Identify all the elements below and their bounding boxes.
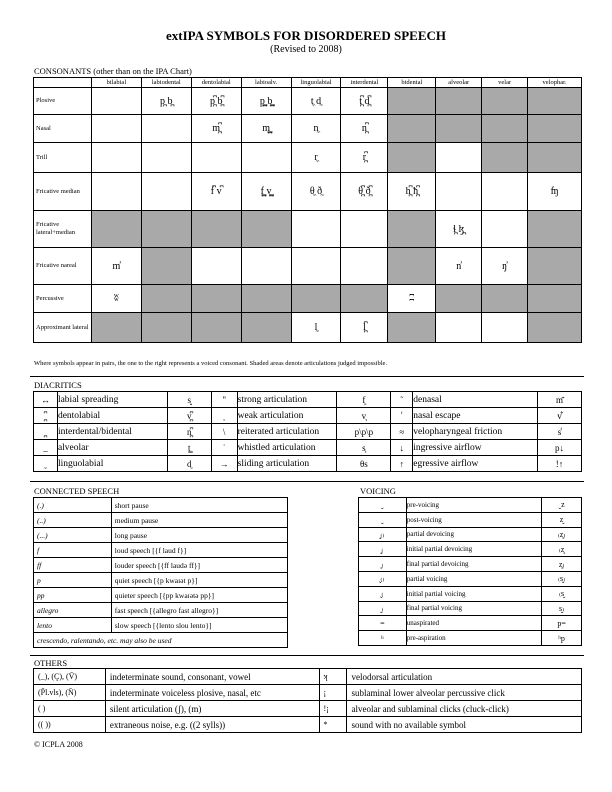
symbol-cell: [291, 285, 341, 313]
column-header: alveolar: [436, 78, 482, 88]
diacritic-mark: ↑: [391, 456, 413, 472]
cs-symbol: pp: [34, 588, 112, 603]
column-header: velophar.: [528, 78, 582, 88]
symbol-cell: [241, 143, 291, 173]
cs-symbol: allegro: [34, 603, 112, 618]
table-row: [34, 211, 582, 248]
cs-description: long pause: [111, 528, 287, 543]
diacritic-mark: ": [211, 392, 237, 408]
diacritics-table: [33, 391, 582, 472]
diacritic-mark: ≈: [391, 424, 413, 440]
voicing-example: ˬz: [542, 498, 582, 513]
symbol-cell: θ̪͆ ð̪͆: [341, 173, 388, 211]
diacritic-name: strong articulation: [237, 392, 337, 408]
cs-symbol: f: [34, 543, 112, 558]
symbol-cell: [388, 313, 436, 343]
others-symbol: (P̄l.vls), (N̄): [34, 685, 106, 701]
voicing-example: ₍s̬: [542, 586, 582, 601]
voicing-example: p=: [542, 616, 582, 631]
symbol-cell: [341, 285, 388, 313]
voicing-mark: ̬₎: [359, 601, 407, 616]
voicing-name: final partial devoicing: [406, 557, 541, 572]
diacritic-name: egressive airflow: [413, 456, 538, 472]
table-row: [34, 528, 288, 543]
others-table: [33, 668, 582, 733]
diacritic-name: ingressive airflow: [413, 440, 538, 456]
symbol-cell: [482, 285, 528, 313]
symbol-cell: ʬ: [91, 285, 141, 313]
cs-symbol: (.): [34, 498, 112, 513]
table-row: [34, 392, 582, 408]
table-row: [34, 313, 582, 343]
diacritic-mark: ↓: [391, 440, 413, 456]
others-symbol: (_), (Ç), (V̄): [34, 669, 106, 685]
voicing-mark: ̥₎: [359, 557, 407, 572]
symbol-cell: [141, 211, 191, 248]
cs-description: slow speech [{lento slou lento}]: [111, 618, 287, 633]
diacritic-mark: [391, 408, 413, 424]
others-symbol: *: [319, 717, 347, 733]
divider: [30, 376, 584, 377]
diacritic-example: p↓: [538, 440, 582, 456]
cs-description: quiet speech [{p kwaɪət p}]: [111, 573, 287, 588]
diacritic-example: d̼: [167, 456, 211, 472]
cs-symbol: (...): [34, 528, 112, 543]
diacritic-name: denasal: [413, 392, 538, 408]
symbol-cell: [341, 248, 388, 285]
diacritic-example: s̾: [538, 424, 582, 440]
symbol-cell: f̪͇ v̪͇: [241, 173, 291, 211]
diacritic-mark: [34, 424, 58, 440]
symbol-cell: [482, 143, 528, 173]
diacritic-example: !↑: [538, 456, 582, 472]
symbol-cell: r̪͆: [341, 143, 388, 173]
row-label: Fricative lateral+median: [34, 211, 92, 248]
column-header: interdental: [341, 78, 388, 88]
row-label: Plosive: [34, 88, 92, 115]
cs-description: louder speech [{ff laudə ff}]: [111, 558, 287, 573]
symbol-cell: [141, 313, 191, 343]
cs-symbol: p: [34, 573, 112, 588]
diacritic-name: reiterated articulation: [237, 424, 337, 440]
diacritic-mark: _: [34, 440, 58, 456]
column-header: bilabial: [91, 78, 141, 88]
symbol-cell: [528, 88, 582, 115]
table-row: [34, 456, 582, 472]
consonants-table: [33, 77, 582, 343]
table-row: [34, 173, 582, 211]
table-row: [34, 248, 582, 285]
diacritic-mark: [34, 408, 58, 424]
others-symbol: ʞ: [319, 669, 347, 685]
symbol-cell: n̼: [291, 115, 341, 143]
symbol-cell: t̼ d̼: [291, 88, 341, 115]
symbol-cell: [436, 88, 482, 115]
column-header: dentolabial: [191, 78, 241, 88]
voicing-name: initial partial voicing: [406, 586, 541, 601]
others-description: extraneous noise, e.g. ((2 sylls)): [105, 717, 319, 733]
diacritic-name: alveolar: [57, 440, 167, 456]
symbol-cell: ʭ: [388, 285, 436, 313]
others-symbol: ( ): [34, 701, 106, 717]
others-description: silent articulation (ʃ), (m): [105, 701, 319, 717]
cs-description: quieter speech [{pp kwaɪətə pp}]: [111, 588, 287, 603]
table-row: [34, 588, 288, 603]
table-row: [34, 573, 288, 588]
symbol-cell: [528, 143, 582, 173]
table-row: [34, 669, 582, 685]
diacritic-mark: \: [211, 424, 237, 440]
symbol-cell: [241, 211, 291, 248]
voicing-name: pre-aspiration: [406, 631, 541, 646]
voicing-name: final partial voicing: [406, 601, 541, 616]
diacritic-name: labial spreading: [57, 392, 167, 408]
symbol-cell: [528, 285, 582, 313]
symbol-cell: r̼: [291, 143, 341, 173]
diacritic-name: weak articulation: [237, 408, 337, 424]
symbol-cell: [91, 211, 141, 248]
voicing-mark: ₍̥: [359, 542, 407, 557]
symbol-cell: [141, 143, 191, 173]
cs-footer: crescendo, ralentando, etc. may also be used: [34, 633, 288, 648]
voicing-example: ʰp: [542, 631, 582, 646]
table-row: [359, 601, 582, 616]
table-row: [359, 512, 582, 527]
divider: [30, 655, 584, 656]
table-row: [359, 557, 582, 572]
diacritic-example: v͋: [538, 408, 582, 424]
table-row: [34, 440, 582, 456]
diacritic-example: s͍: [167, 392, 211, 408]
table-row: [34, 701, 582, 717]
diacritic-mark: →: [211, 456, 237, 472]
diacritic-name: nasal escape: [413, 408, 538, 424]
symbol-cell: [191, 313, 241, 343]
table-row: [359, 586, 582, 601]
voicing-mark: ₍̬: [359, 586, 407, 601]
symbol-cell: [241, 313, 291, 343]
column-header: labioalv.: [241, 78, 291, 88]
symbol-cell: ŋ̾: [482, 248, 528, 285]
symbol-cell: [141, 115, 191, 143]
symbol-cell: [141, 173, 191, 211]
others-symbol: (( )): [34, 717, 106, 733]
table-row: [34, 408, 582, 424]
symbol-cell: [436, 285, 482, 313]
symbol-cell: [291, 248, 341, 285]
voicing-example: ₍z̥: [542, 542, 582, 557]
table-row: [34, 603, 288, 618]
diacritic-mark: ˯: [211, 408, 237, 424]
cs-description: medium pause: [111, 513, 287, 528]
table-row: [34, 498, 288, 513]
voicing-name: unaspirated: [406, 616, 541, 631]
voicing-heading: VOICING: [360, 486, 396, 496]
voicing-example: ₍s̬₎: [542, 571, 582, 586]
column-header: velar: [482, 78, 528, 88]
symbol-cell: [141, 285, 191, 313]
cs-symbol: lento: [34, 618, 112, 633]
voicing-mark: ʰ: [359, 631, 407, 646]
others-description: sound with no available symbol: [347, 717, 582, 733]
table-row: [34, 717, 582, 733]
others-description: indeterminate voiceless plosive, nasal, etc: [105, 685, 319, 701]
row-label: Trill: [34, 143, 92, 173]
voicing-name: pre-voicing: [406, 498, 541, 513]
symbol-cell: [482, 115, 528, 143]
table-row: [359, 542, 582, 557]
symbol-cell: ʩ: [528, 173, 582, 211]
diacritic-mark: [34, 456, 58, 472]
table-row: [359, 527, 582, 542]
voicing-name: post-voicing: [406, 512, 541, 527]
consonants-heading: CONSONANTS (other than on the IPA Chart): [34, 66, 192, 76]
symbol-cell: [91, 88, 141, 115]
symbol-cell: m̾: [91, 248, 141, 285]
voicing-example: s̬₎: [542, 601, 582, 616]
symbol-cell: [241, 285, 291, 313]
row-label: Fricative median: [34, 173, 92, 211]
symbol-cell: [191, 211, 241, 248]
symbol-cell: f͆ v͆: [191, 173, 241, 211]
table-row: [34, 543, 288, 558]
symbol-cell: [436, 115, 482, 143]
table-row: [34, 633, 288, 648]
symbol-cell: [91, 313, 141, 343]
cs-description: fast speech [{allegro fast allegro}]: [111, 603, 287, 618]
symbol-cell: [388, 248, 436, 285]
table-row: [34, 513, 288, 528]
table-row: [359, 616, 582, 631]
diacritic-example: v̪͆: [167, 408, 211, 424]
symbol-cell: l̼: [291, 313, 341, 343]
symbol-cell: ɬ̪ ɮ̪: [436, 211, 482, 248]
diacritic-name: linguolabial: [57, 456, 167, 472]
symbol-cell: [91, 143, 141, 173]
symbol-cell: [191, 143, 241, 173]
voicing-example: z̥₎: [542, 557, 582, 572]
symbol-cell: [436, 313, 482, 343]
symbol-cell: [191, 248, 241, 285]
table-row: [34, 115, 582, 143]
corner-cell: [34, 78, 92, 88]
others-symbol: !¡: [319, 701, 347, 717]
symbol-cell: θ̼ ð̼: [291, 173, 341, 211]
column-header: linguolabial: [291, 78, 341, 88]
symbol-cell: [191, 285, 241, 313]
symbol-cell: t̪͆ d̪͆: [341, 88, 388, 115]
symbol-cell: [482, 173, 528, 211]
symbol-cell: [482, 88, 528, 115]
connected-speech-table: [33, 497, 288, 648]
voicing-table: [358, 497, 582, 646]
symbol-cell: [436, 143, 482, 173]
cs-symbol: (..): [34, 513, 112, 528]
diacritic-example: f͈: [337, 392, 391, 408]
symbol-cell: [241, 248, 291, 285]
diacritic-example: m͊: [538, 392, 582, 408]
diacritic-mark: ↔: [34, 392, 58, 408]
consonants-note: Where symbols appear in pairs, the one to the right represents a voiced consonant. Shaded areas denote articulations judged impossible.: [34, 360, 388, 367]
voicing-mark: ₍̬₎: [359, 571, 407, 586]
diacritic-mark: ˜: [391, 392, 413, 408]
table-row: [359, 631, 582, 646]
diacritic-name: dentolabial: [57, 408, 167, 424]
symbol-cell: m̪͆: [191, 115, 241, 143]
symbol-cell: [528, 211, 582, 248]
voicing-mark: [359, 512, 407, 527]
column-header: bidental: [388, 78, 436, 88]
others-description: velodorsal articulation: [347, 669, 582, 685]
diacritic-example: n̪͆: [167, 424, 211, 440]
others-description: indeterminate sound, consonant, vowel: [105, 669, 319, 685]
symbol-cell: l̪͆: [341, 313, 388, 343]
cs-description: loud speech [{f laud f}]: [111, 543, 287, 558]
voicing-example: ₍z̥₎: [542, 527, 582, 542]
symbol-cell: [388, 211, 436, 248]
symbol-cell: [291, 211, 341, 248]
diacritic-example: s͎: [337, 440, 391, 456]
symbol-cell: h̪͆ ħ̪͆: [388, 173, 436, 211]
symbol-cell: [341, 211, 388, 248]
symbol-cell: [388, 143, 436, 173]
table-row: [34, 143, 582, 173]
symbol-cell: [388, 88, 436, 115]
row-label: Nasal: [34, 115, 92, 143]
cs-description: short pause: [111, 498, 287, 513]
symbol-cell: [528, 313, 582, 343]
cs-symbol: ff: [34, 558, 112, 573]
table-row: [34, 424, 582, 440]
diacritic-name: sliding articulation: [237, 456, 337, 472]
column-header: labiodental: [141, 78, 191, 88]
table-row: [34, 558, 288, 573]
voicing-name: partial voicing: [406, 571, 541, 586]
table-row: [359, 498, 582, 513]
diacritic-name: whistled articulation: [237, 440, 337, 456]
symbol-cell: [528, 115, 582, 143]
diacritic-example: p\p\p: [337, 424, 391, 440]
symbol-cell: n̾: [436, 248, 482, 285]
symbol-cell: [141, 248, 191, 285]
row-label: Approximant lateral: [34, 313, 92, 343]
table-row: [34, 285, 582, 313]
symbol-cell: [91, 173, 141, 211]
copyright: © ICPLA 2008: [34, 740, 83, 749]
symbol-cell: n̪͆: [341, 115, 388, 143]
symbol-cell: m̪͇: [241, 115, 291, 143]
symbol-cell: [91, 115, 141, 143]
table-row: [359, 571, 582, 586]
symbol-cell: [388, 115, 436, 143]
symbol-cell: [528, 248, 582, 285]
symbol-cell: p̪ b̪: [141, 88, 191, 115]
page-title: extIPA SYMBOLS FOR DISORDERED SPEECH: [165, 28, 446, 43]
table-row: [34, 88, 582, 115]
divider: [30, 481, 584, 482]
others-description: sublaminal lower alveolar percussive click: [347, 685, 582, 701]
connected-speech-heading: CONNECTED SPEECH: [34, 486, 120, 496]
voicing-name: initial partial devoicing: [406, 542, 541, 557]
symbol-cell: p̪͆ b̪͆: [191, 88, 241, 115]
diacritic-name: interdental/bidental: [57, 424, 167, 440]
row-label: Fricative nareal: [34, 248, 92, 285]
table-row: [34, 685, 582, 701]
table-row: [34, 618, 288, 633]
page-subtitle: (Revised to 2008): [270, 44, 342, 55]
diacritics-heading: DIACRITICS: [34, 380, 82, 390]
voicing-mark: ˬ: [359, 498, 407, 513]
symbol-cell: [436, 173, 482, 211]
voicing-mark: ₍̥₎: [359, 527, 407, 542]
symbol-cell: [482, 313, 528, 343]
others-description: alveolar and sublaminal clicks (cluck-click): [347, 701, 582, 717]
diacritic-example: t͇: [167, 440, 211, 456]
row-label: Percussive: [34, 285, 92, 313]
others-symbol: ¡: [319, 685, 347, 701]
symbol-cell: p̪͇ b̪͇: [241, 88, 291, 115]
symbol-cell: [482, 211, 528, 248]
diacritic-mark: ˙: [211, 440, 237, 456]
voicing-mark: =: [359, 616, 407, 631]
voicing-example: z̬: [542, 512, 582, 527]
diacritic-example: θs: [337, 456, 391, 472]
diacritic-name: velopharyngeal friction: [413, 424, 538, 440]
others-heading: OTHERS: [34, 658, 68, 668]
diacritic-example: v͉: [337, 408, 391, 424]
voicing-name: partial devoicing: [406, 527, 541, 542]
